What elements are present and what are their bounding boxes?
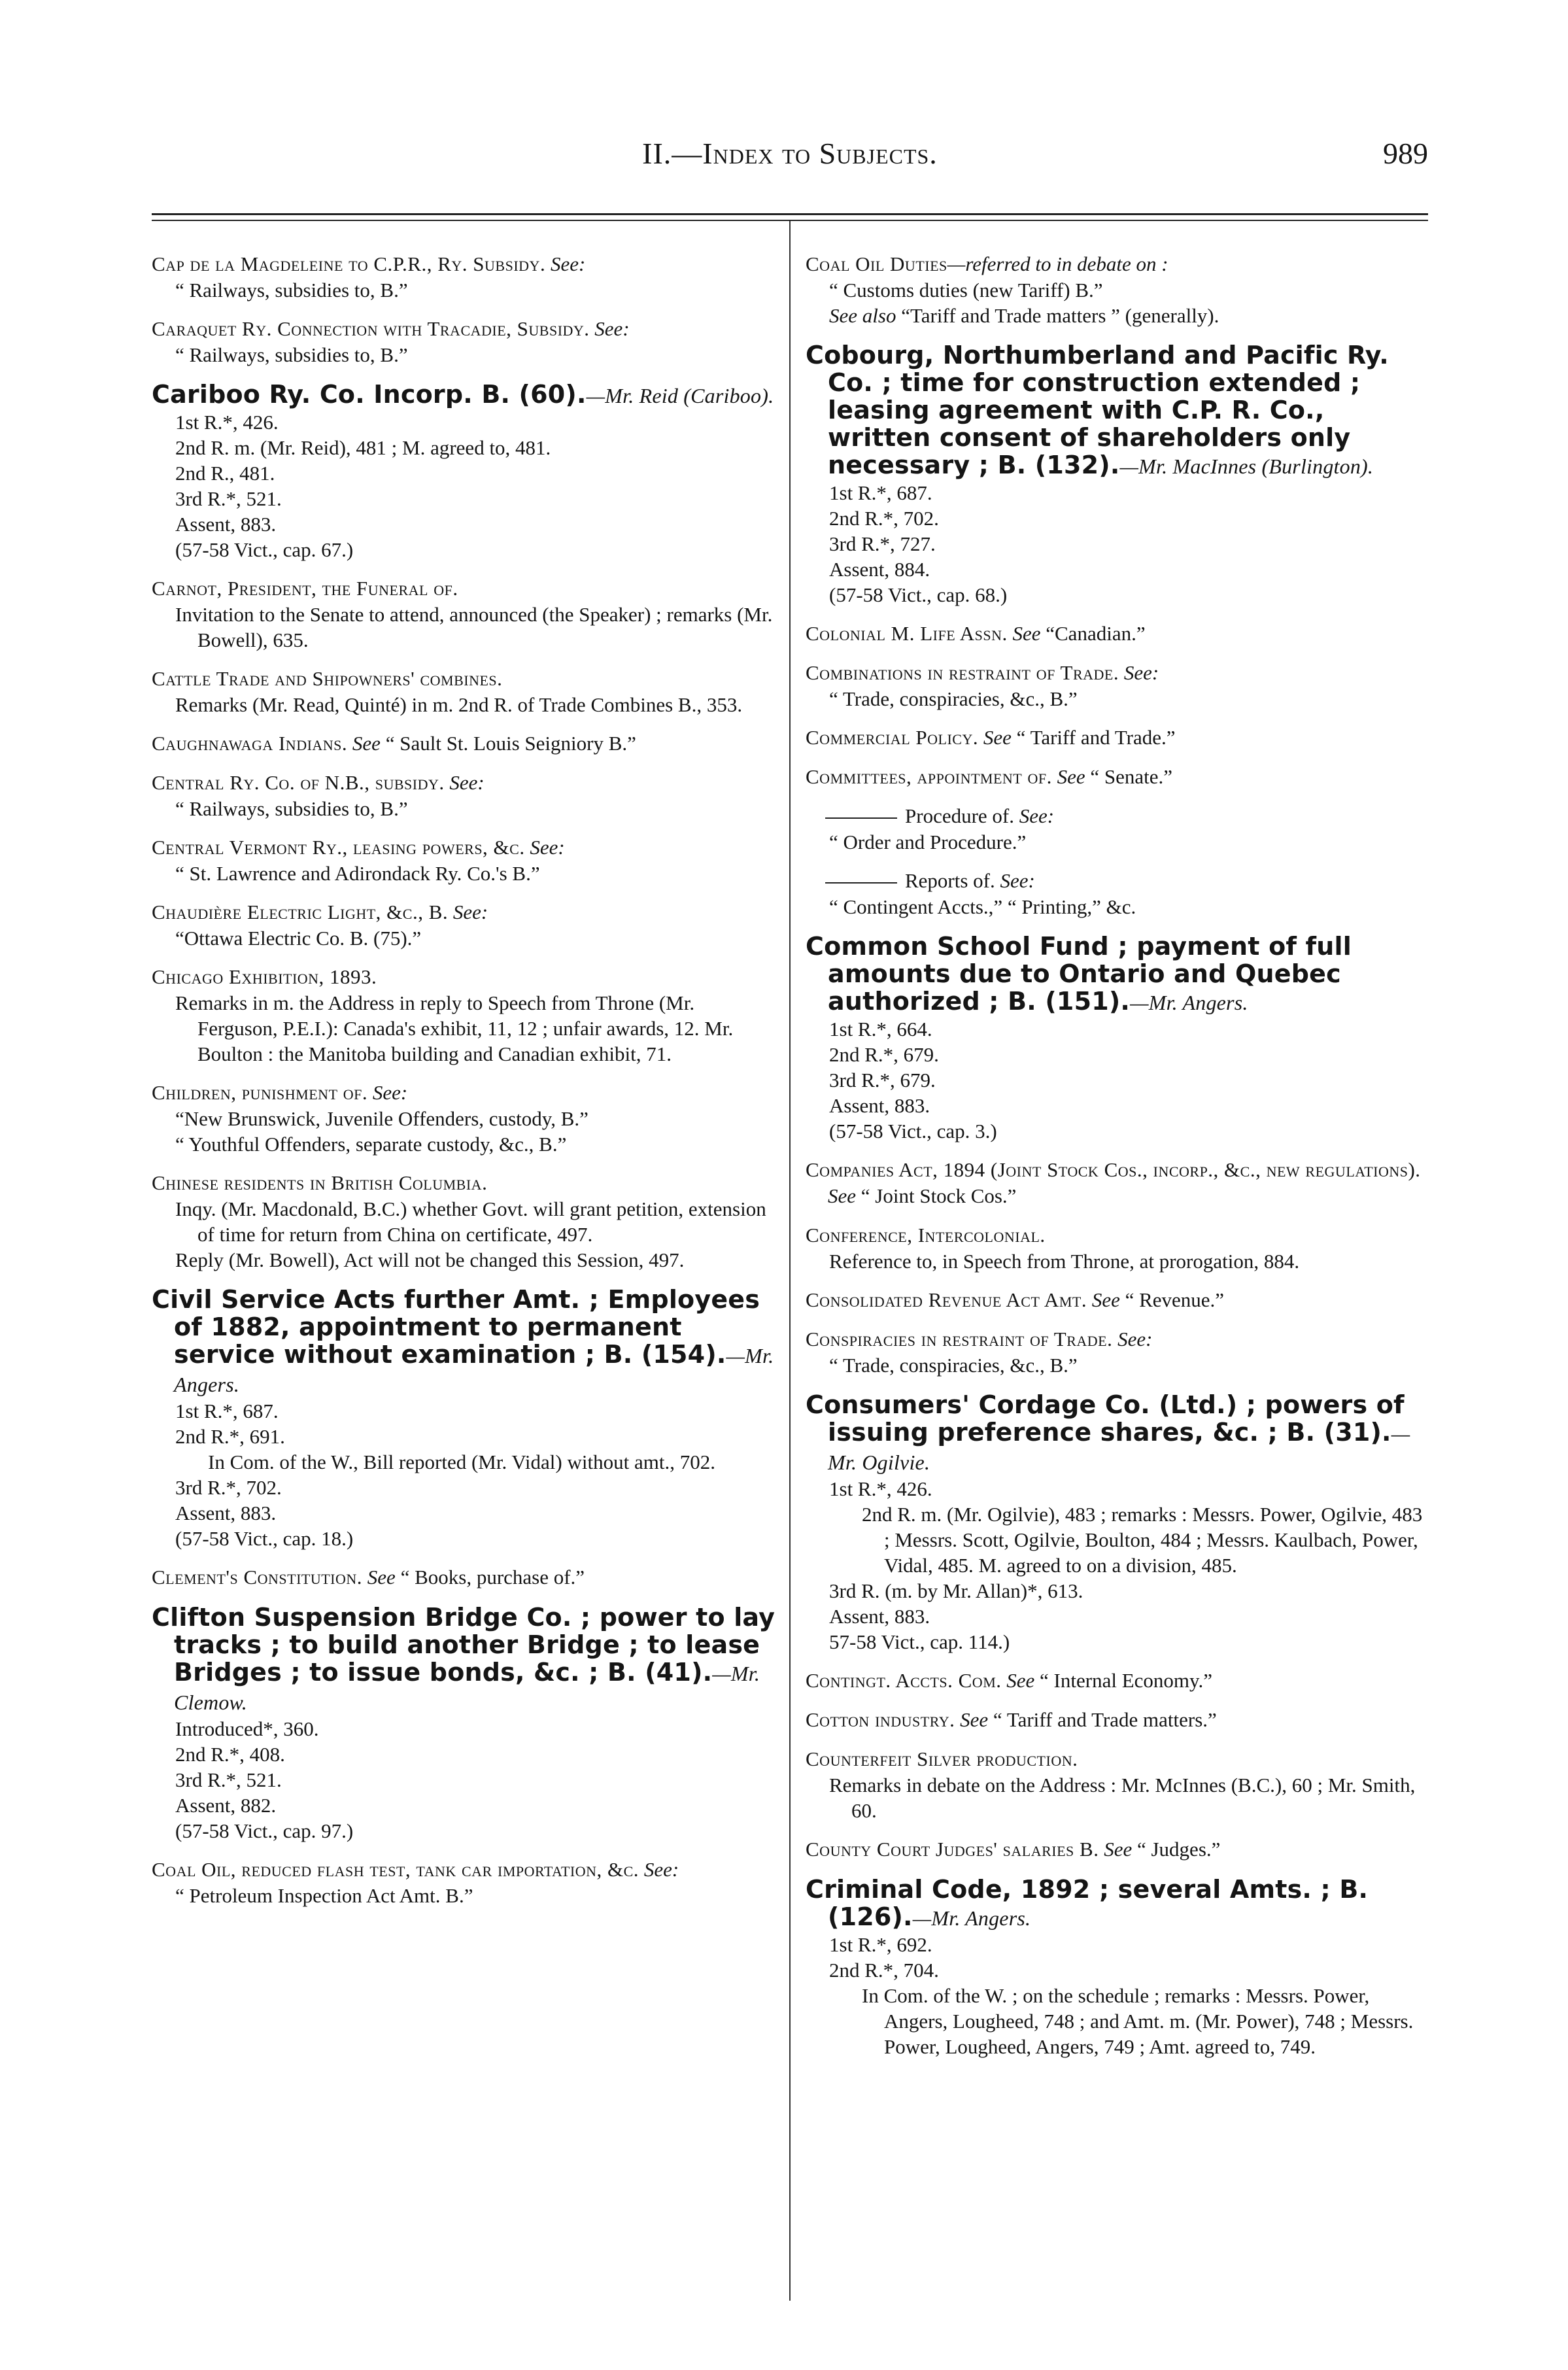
cross-reference: “Ottawa Electric Co. B. (75).” [175,927,422,950]
entry-heading: Carnot, President, the Funeral of. [152,577,458,600]
bill-stage: 3rd R.*, 679. [829,1069,936,1091]
index-entry [806,1836,1430,1863]
index-entry [152,1080,776,1157]
index-entry [806,251,1430,328]
index-entry [806,1707,1430,1733]
cross-reference: “ Order and Procedure.” [829,831,1027,853]
bill-stage: (57-58 Vict., cap. 97.) [175,1819,354,1842]
bill-stage: Assent, 884. [829,558,930,581]
bill-heading: Clifton Suspension Bridge Co. ; power to lay tracks ; to build another Bridge ; to lease Bridges ; to issue bonds, &c. ; B. (41). [152,1603,775,1687]
see-label: See [1104,1838,1133,1861]
index-entry [806,1391,1430,1655]
bill-stage: 57-58 Vict., cap. 114.) [829,1630,1010,1653]
entry-heading: Committees, appointment of. [806,765,1052,788]
bill-stage: 3rd R. (m. by Mr. Allan)*, 613. [829,1579,1083,1602]
cross-reference: “ Petroleum Inspection Act Amt. B.” [175,1884,473,1907]
entry-heading: Cattle Trade and Shipowners' combines. [152,667,503,690]
entry-heading: Coal Oil, reduced flash test, tank car importation, &c. [152,1858,639,1881]
index-entry [806,725,1430,751]
see-label: See: [643,1858,679,1881]
entry-detail: Remarks (Mr. Read, Quinté) in m. 2nd R. of Trade Combines B., 353. [175,693,743,716]
bill-mover: —Mr. Reid (Cariboo). [586,384,774,407]
entry-heading: Chicago Exhibition, 1893. [152,965,377,988]
entry-heading: County Court Judges' salaries B. [806,1838,1099,1861]
bill-stage: Assent, 883. [829,1605,930,1628]
bill-heading: Criminal Code, 1892 ; several Amts. ; B. (126). [806,1875,1369,1931]
entry-heading: Chaudière Electric Light, &c., B. [152,901,449,923]
bill-mover: —Mr. MacInnes (Burlington). [1119,455,1374,478]
index-entry [152,770,776,821]
entry-heading: Caraquet Ry. Connection with Tracadie, Subsidy. [152,317,590,340]
index-entry [152,1857,776,1908]
bill-stage: 1st R.*, 426. [829,1477,932,1500]
bill-stage: Assent, 883. [175,1502,277,1524]
index-entry [152,251,776,303]
ditto-dash [825,817,897,819]
entry-heading: Coal Oil Duties [806,252,947,275]
cross-reference: “ Trade, conspiracies, &c., B.” [829,1354,1078,1377]
see-label: —referred to in debate on : [947,252,1168,275]
bill-stage: 1st R.*, 687. [175,1400,279,1422]
entry-heading: Procedure of. [905,804,1014,827]
bill-stage: 2nd R. m. (Mr. Ogilvie), 483 ; remarks : Messrs. Power, Ogilvie, 483 ; Messrs. Scott, Ogilvie, Boulton, 484 ; Messrs. Kaulbach, Power, Vidal, 485. M. agreed to on a division, 485. [862,1503,1423,1577]
right-column [806,251,1430,2072]
bill-stage: 3rd R.*, 521. [175,1768,282,1791]
cross-reference: “Canadian.” [1046,622,1146,645]
entry-detail: Invitation to the Senate to attend, announced (the Speaker) ; remarks (Mr. Bowell), 635. [175,603,773,651]
see-label: See [367,1566,396,1589]
see-label: See: [1123,661,1159,684]
page-number: 989 [1383,137,1428,170]
entry-heading: Clement's Constitution. [152,1566,363,1589]
entry-heading: Chinese residents in British Columbia. [152,1171,488,1194]
entry-detail: Reference to, in Speech from Throne, at prorogation, 884. [829,1250,1300,1273]
bill-stage: 1st R.*, 426. [175,411,279,434]
running-title: II.—Index to Subjects. [642,137,938,170]
bill-stage: 2nd R., 481. [175,462,275,485]
entry-heading: Combinations in restraint of Trade. [806,661,1119,684]
index-entry [806,621,1430,647]
bill-heading: Common School Fund ; payment of full amounts due to Ontario and Quebec authorized ; B. (151). [806,932,1352,1016]
cross-reference: “ Internal Economy.” [1040,1669,1213,1692]
index-entry [152,575,776,653]
entry-heading: Reports of. [905,869,995,892]
entry-heading: Contingt. Accts. Com. [806,1669,1002,1692]
bill-stage: (57-58 Vict., cap. 68.) [829,583,1008,606]
see-label: See: [452,901,488,923]
entry-heading: Cotton industry. [806,1708,955,1731]
cross-reference: “ Tariff and Trade matters.” [993,1708,1217,1731]
cross-reference: “ Customs duties (new Tariff) B.” [829,279,1103,301]
bill-stage: 3rd R.*, 521. [175,487,282,510]
see-label: See: [1000,869,1035,892]
cross-reference: “ Sault St. Louis Seigniory B.” [385,732,636,755]
see-label: See [960,1708,989,1731]
bill-stage: 1st R.*, 692. [829,1933,932,1956]
header-rule [152,213,1428,215]
entry-heading: Children, punishment of. [152,1081,368,1104]
index-entry [152,1170,776,1273]
index-entry [152,964,776,1067]
bill-stage: 3rd R.*, 702. [175,1476,282,1499]
bill-stage: In Com. of the W. ; on the schedule ; remarks : Messrs. Power, Angers, Lougheed, 748 ; and Amt. m. (Mr. Power), 748 ; Messrs. Power, Lougheed, Angers, 749 ; Amt. agreed to, 749. [862,1984,1414,2058]
entry-heading: Caughnawaga Indians. [152,732,348,755]
bill-heading: Cariboo Ry. Co. Incorp. B. (60). [152,380,587,409]
bill-stage: 2nd R. m. (Mr. Reid), 481 ; M. agreed to, 481. [175,436,551,459]
index-entry [806,868,1430,919]
bill-mover: —Mr. Ogilvie. [828,1422,1410,1474]
index-entry [806,1876,1430,2059]
index-entry [806,1287,1430,1313]
index-entry [152,316,776,368]
see-also-label: See also [829,304,896,327]
cross-reference: “ Trade, conspiracies, &c., B.” [829,687,1078,710]
ditto-dash [825,882,897,884]
entry-detail: Reply (Mr. Bowell), Act will not be changed this Session, 497. [175,1248,685,1271]
bill-heading: Civil Service Acts further Amt. ; Employees of 1882, appointment to permanent service without examination ; B. (154). [152,1285,760,1369]
index-entry [806,1326,1430,1378]
bill-stage: 1st R.*, 664. [829,1018,932,1040]
index-entry [152,1604,776,1844]
bill-stage: 3rd R.*, 727. [829,532,936,555]
entry-heading: Conspiracies in restraint of Trade. [806,1328,1113,1350]
entry-detail: Remarks in debate on the Address : Mr. McInnes (B.C.), 60 ; Mr. Smith, 60. [829,1774,1416,1822]
index-entry [806,1668,1430,1694]
bill-stage: Assent, 883. [175,513,277,536]
entry-detail: Inqy. (Mr. Macdonald, B.C.) whether Govt. will grant petition, extension of time for return from China on certificate, 497. [175,1197,766,1246]
cross-reference: “Tariff and Trade matters ” (generally). [901,304,1219,327]
cross-reference: “ Railways, subsidies to, B.” [175,797,408,820]
bill-stage: Introduced*, 360. [175,1717,319,1740]
index-entry [152,381,776,562]
cross-reference: “ Revenue.” [1125,1288,1225,1311]
cross-reference: “ Railways, subsidies to, B.” [175,343,408,366]
index-entry [806,764,1430,790]
bill-heading: Cobourg, Northumberland and Pacific Ry. Co. ; time for construction extended ; leasing agreement with C.P. R. Co., written consent of shareholders only necessary ; B. (132). [806,341,1389,479]
see-label: See [352,732,381,755]
cross-reference: “ St. Lawrence and Adirondack Ry. Co.'s B.” [175,862,540,885]
bill-stage: (57-58 Vict., cap. 3.) [829,1120,997,1142]
bill-stage: In Com. of the W., Bill reported (Mr. Vidal) without amt., 702. [208,1451,715,1473]
bill-stage: 2nd R.*, 679. [829,1043,939,1066]
bill-heading: Consumers' Cordage Co. (Ltd.) ; powers of issuing preference shares, &c. ; B. (31). [806,1390,1405,1447]
index-entry [152,899,776,951]
entry-heading: Companies Act, 1894 (Joint Stock Cos., incorp., &c., new regulations). [806,1158,1421,1181]
index-entry [806,1222,1430,1274]
bill-mover: —Mr. Clemow. [174,1662,760,1714]
see-label: See: [372,1081,408,1104]
left-column [152,251,776,1921]
see-label: See [1012,622,1041,645]
entry-heading: Counterfeit Silver production. [806,1747,1078,1770]
cross-reference: “ Joint Stock Cos.” [861,1184,1017,1207]
cross-reference: “ Books, purchase of.” [400,1566,585,1589]
see-label: See: [550,252,586,275]
see-label: See: [594,317,630,340]
bill-stage: 1st R.*, 687. [829,481,932,504]
see-label: See [1091,1288,1120,1311]
bill-mover: —Mr. Angers. [912,1906,1031,1930]
see-label: See: [1019,804,1055,827]
index-entry [806,933,1430,1144]
cross-reference: “ Youthful Offenders, separate custody, &c., B.” [175,1133,567,1156]
index-entry [152,834,776,886]
cross-reference: “ Contingent Accts.,” “ Printing,” &c. [829,895,1136,918]
column-divider [789,221,791,2301]
bill-stage: Assent, 883. [829,1094,930,1117]
entry-heading: Commercial Policy. [806,726,979,749]
bill-mover: —Mr. Angers. [174,1344,774,1396]
bill-stage: 2nd R.*, 691. [175,1425,285,1448]
cross-reference: “New Brunswick, Juvenile Offenders, custody, B.” [175,1107,588,1130]
bill-stage: Assent, 882. [175,1794,277,1817]
see-label: See: [1117,1328,1153,1350]
see-label: See [828,1184,857,1207]
entry-detail: Remarks in m. the Address in reply to Speech from Throne (Mr. Ferguson, P.E.I.): Canada's exhibit, 11, 12 ; unfair awards, 12. Mr. Boulton : the Manitoba building and Canadian exhibit, 71. [175,991,734,1065]
index-entry [152,666,776,717]
bill-stage: (57-58 Vict., cap. 67.) [175,538,354,561]
index-entry [152,1564,776,1590]
see-label: See [1057,765,1085,788]
page-header [152,136,1428,182]
cross-reference: “ Tariff and Trade.” [1016,726,1176,749]
entry-heading: Consolidated Revenue Act Amt. [806,1288,1087,1311]
see-label: See [983,726,1012,749]
see-label: See: [530,836,565,859]
bill-stage: 2nd R.*, 408. [175,1743,285,1766]
cross-reference: “ Judges.” [1136,1838,1221,1861]
cross-reference: “ Senate.” [1090,765,1173,788]
cross-reference: “ Railways, subsidies to, B.” [175,279,408,301]
index-entry [152,730,776,757]
index-entry [806,341,1430,608]
bill-stage: 2nd R.*, 702. [829,507,939,530]
bill-stage: (57-58 Vict., cap. 18.) [175,1527,354,1550]
entry-heading: Central Vermont Ry., leasing powers, &c. [152,836,525,859]
bill-stage: 2nd R.*, 704. [829,1959,939,1982]
index-entry [152,1286,776,1551]
see-label: See [1006,1669,1035,1692]
entry-heading: Central Ry. Co. of N.B., subsidy. [152,771,445,794]
index-entry [806,660,1430,712]
see-label: See: [449,771,485,794]
entry-heading: Conference, Intercolonial. [806,1224,1046,1246]
entry-heading: Cap de la Magdeleine to C.P.R., Ry. Subsidy. [152,252,546,275]
index-entry [806,1746,1430,1823]
entry-heading: Colonial M. Life Assn. [806,622,1008,645]
bill-mover: —Mr. Angers. [1130,991,1248,1014]
index-entry [806,803,1430,855]
index-entry [806,1157,1430,1209]
